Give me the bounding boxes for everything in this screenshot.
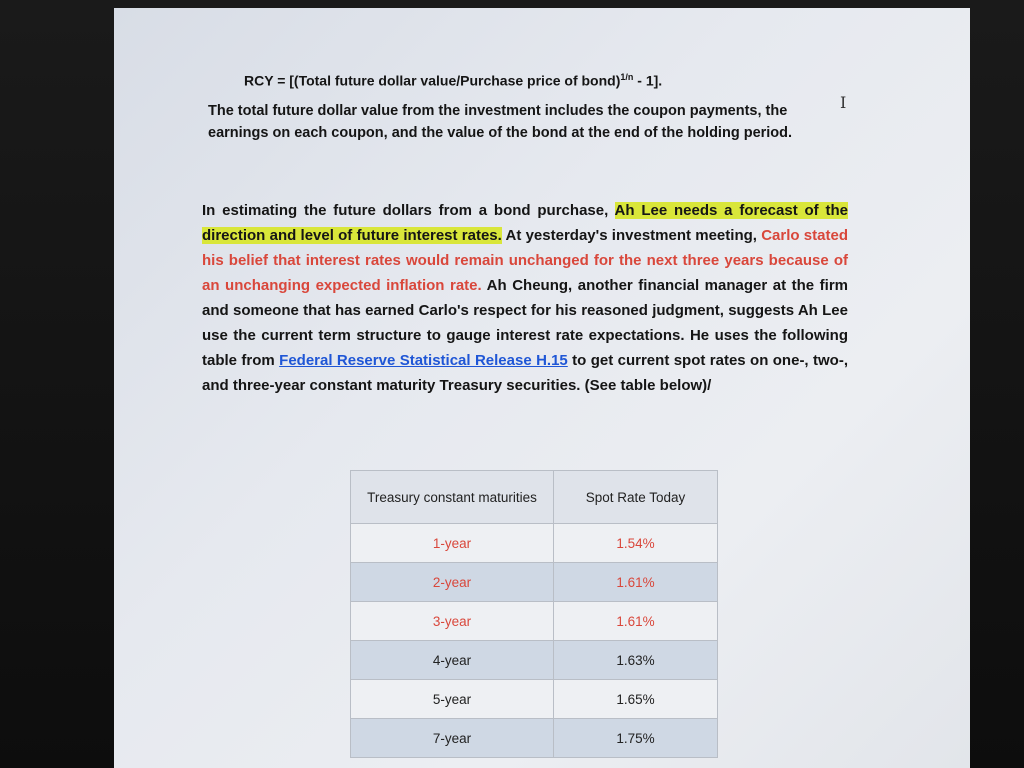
maturity-cell: 2-year xyxy=(351,563,554,602)
federal-reserve-link[interactable]: Federal Reserve Statistical Release H.15 xyxy=(279,352,568,369)
maturity-cell: 4-year xyxy=(351,641,554,680)
formula-exponent: 1/n xyxy=(620,72,634,82)
para2-text-2: At yesterday's investment meeting, xyxy=(501,227,762,244)
para2-text-4: to get current spot rates on one-, two-, and three-year constant maturity Treasury securities. (See table below)/ xyxy=(202,352,848,394)
paragraph-estimating xyxy=(202,198,848,398)
highlighted-text: Ah Lee needs a forecast of the direction and level of future interest rates. xyxy=(202,202,848,244)
table-row xyxy=(351,680,718,719)
header-spot-rate: Spot Rate Today xyxy=(554,471,718,524)
spot-rate-table xyxy=(350,470,718,758)
maturity-cell: 1-year xyxy=(351,524,554,563)
rate-cell: 1.61% xyxy=(554,563,718,602)
rate-cell: 1.63% xyxy=(554,641,718,680)
formula-text: RCY = [(Total future dollar value/Purchase price of bond) xyxy=(244,72,621,89)
para2-text-3: Ah Cheung, another financial manager at the firm and someone that has earned Carlo's respect for his reasoned judgment, suggests Ah Lee use the current term structure to gauge interest rate expectations. He uses the following table from xyxy=(202,277,848,369)
maturity-cell: 5-year xyxy=(351,680,554,719)
rate-cell: 1.61% xyxy=(554,602,718,641)
text-cursor-icon: I xyxy=(840,93,847,112)
red-text: Carlo stated his belief that interest rates would remain unchanged for the next three years because of an unchanging expected inflation rate. xyxy=(202,227,848,294)
header-maturities: Treasury constant maturities xyxy=(351,471,554,524)
table-row xyxy=(351,602,718,641)
maturity-cell: 7-year xyxy=(351,719,554,758)
table-header-row xyxy=(351,471,718,524)
formula-suffix: - 1]. xyxy=(633,72,663,89)
para2-text-1: In estimating the future dollars from a bond purchase, xyxy=(202,202,615,219)
table-row xyxy=(351,563,718,602)
rcy-formula xyxy=(244,72,662,89)
rate-cell: 1.75% xyxy=(554,719,718,758)
rate-cell: 1.65% xyxy=(554,680,718,719)
table-row xyxy=(351,524,718,563)
document-page xyxy=(114,8,970,768)
rate-cell: 1.54% xyxy=(554,524,718,563)
screen xyxy=(114,8,970,768)
table-row xyxy=(351,719,718,758)
paragraph-total-future-value: The total future dollar value from the investment includes the coupon payments, the earnings on each coupon, and the value of the bond at the end of the holding period. xyxy=(208,103,793,141)
table-row xyxy=(351,641,718,680)
maturity-cell: 3-year xyxy=(351,602,554,641)
